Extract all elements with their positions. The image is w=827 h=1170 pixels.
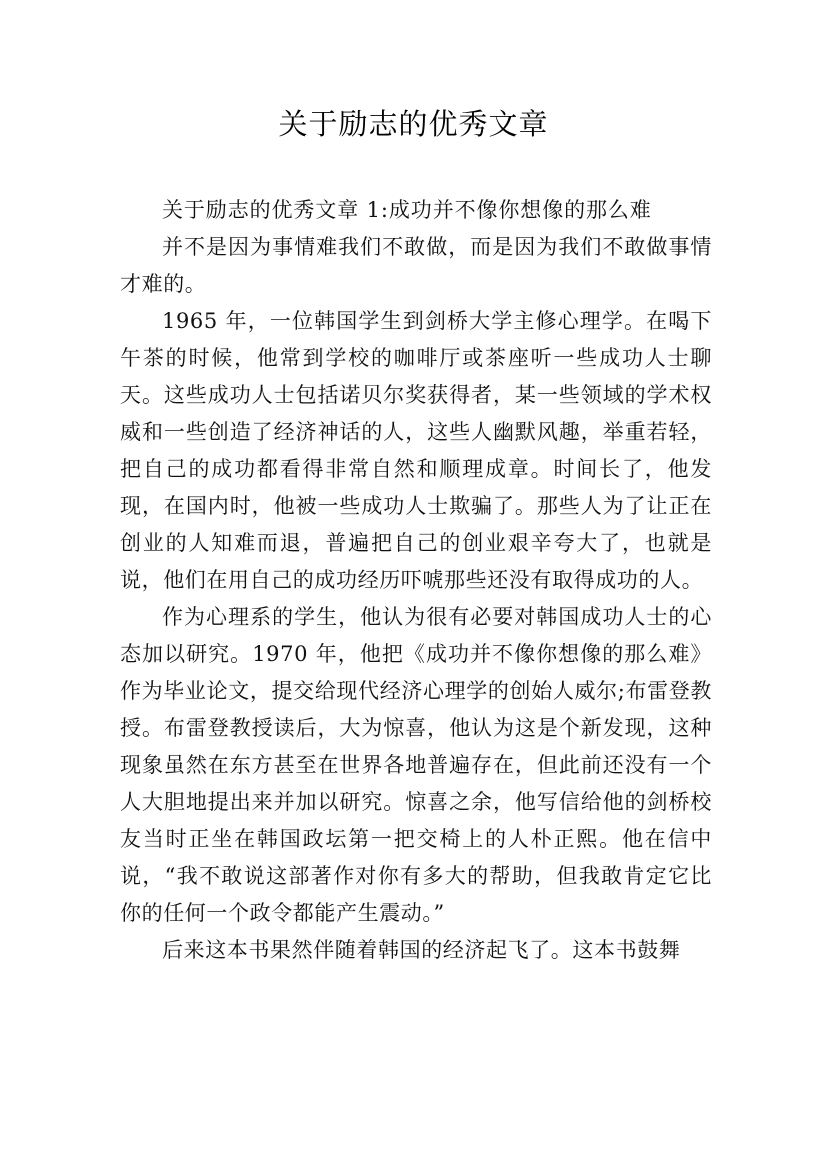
- document-title: 关于励志的优秀文章: [278, 107, 549, 141]
- paragraph-4: 后来这本书果然伴随着韩国的经济起飞了。这本书鼓舞: [162, 938, 681, 962]
- paragraph-2: 1965 年，一位韩国学生到剑桥大学主修心理学。在喝下午茶的时候，他常到学校的咖啡厅或茶座听一些成功人士聊天。这些成功人士包括诺贝尔奖获得者，某一些领域的学术权威和一些创造了经济神话的人，这些人幽默风趣，举重若轻，把自己的成功都看得非常自然和顺理成章。时间长了，他发现，在国内时，他被一些成功人士欺骗了。那些人为了让正在创业的人知难而退，普遍把自己的创业艰辛夸大了，也就是说，他们在用自己的成功经历吓唬那些还没有取得成功的人。: [120, 309, 712, 592]
- paragraph-1: 并不是因为事情难我们不敢做，而是因为我们不敢做事情才难的。: [120, 235, 712, 296]
- article-body: [120, 192, 712, 969]
- paragraph-3: 作为心理系的学生，他认为很有必要对韩国成功人士的心态加以研究。1970 年，他把《成功并不像你想像的那么难》作为毕业论文，提交给现代经济心理学的创始人威尔;布雷登教授。布雷登教授读后，大为惊喜，他认为这是个新发现，这种现象虽然在东方甚至在世界各地普遍存在，但此前还没有一个人大胆地提出来并加以研究。惊喜之余，他写信给他的剑桥校友当时正坐在韩国政坛第一把交椅上的人朴正熙。他在信中说，“我不敢说这部著作对你有多大的帮助，但我敢肯定它比你的任何一个政令都能产生震动。”: [120, 605, 712, 925]
- article-subtitle: 关于励志的优秀文章 1:成功并不像你想像的那么难: [162, 198, 652, 222]
